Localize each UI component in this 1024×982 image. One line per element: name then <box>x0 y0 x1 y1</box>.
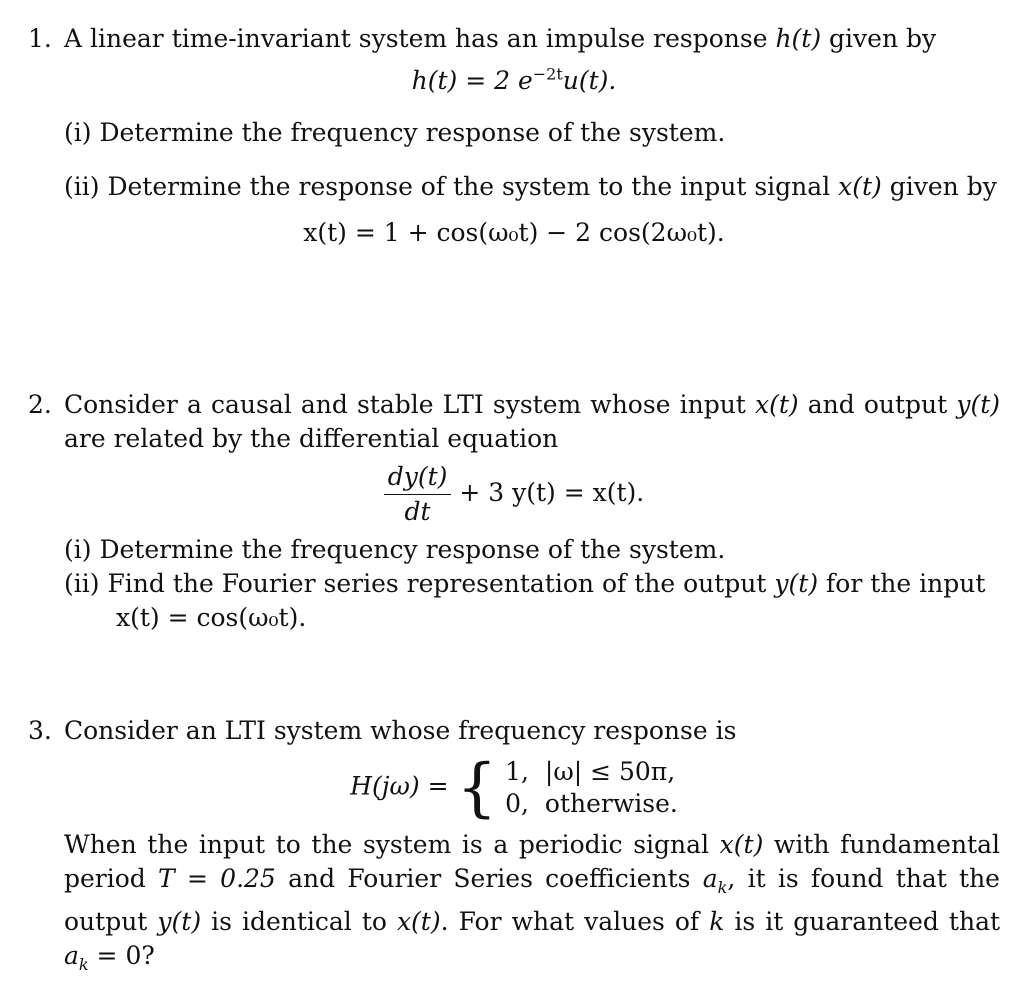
problem-2-number: 2. <box>28 390 52 419</box>
h-jw-lhs: H(jω) = <box>350 771 449 801</box>
problem-3 <box>28 714 1000 982</box>
problem-2 <box>28 388 1000 635</box>
left-brace: { <box>456 751 498 825</box>
equation-rest: + 3 y(t) = x(t). <box>459 478 645 507</box>
problem-1 <box>28 22 1000 250</box>
piecewise-cases <box>505 756 678 820</box>
problem-2-differential-equation <box>28 460 1000 529</box>
problem-1-input-equation: x(t) = 1 + cos(ω₀t) − 2 cos(2ω₀t). <box>303 218 725 247</box>
problem-3-intro: Consider an LTI system whose frequency response is <box>64 716 737 745</box>
problem-1-part-i: (i) Determine the frequency response of the system. <box>64 118 726 147</box>
problem-2-intro: Consider a causal and stable LTI system whose input x(t) and output y(t) are related by the differential equation <box>64 390 1001 453</box>
case-2: 0, otherwise. <box>505 789 678 818</box>
case-1: 1, |ω| ≤ 50π, <box>505 757 676 786</box>
problem-1-number: 1. <box>28 24 52 53</box>
fraction-numerator: dy(t) <box>384 460 452 495</box>
problem-3-frequency-response <box>28 751 1000 825</box>
derivative-fraction <box>384 460 452 529</box>
problem-1-part-ii: (ii) Determine the response of the system to the input signal x(t) given by <box>64 172 997 201</box>
problem-1-impulse-equation: h(t) = 2 $e^{-2t}u(t)$. <box>411 64 617 95</box>
fraction-denominator: dt <box>404 497 431 526</box>
problem-3-number: 3. <box>28 716 52 745</box>
problem-2-part-ii: (ii) Find the Fourier series representation of the output y(t) for the input x(t) = cos(ω₀t). <box>64 569 986 632</box>
problem-2-part-i: (i) Determine the frequency response of the system. <box>64 535 726 564</box>
problem-3-body: When the input to the system is a periodic signal x(t) with fundamental period T = 0.25 and Fourier Series coefficients $a_k$, it is found that the output y(t) is identical to x(t). For what values of k is it guaranteed that $a_k = 0$? <box>64 830 1001 974</box>
problem-1-intro: A linear time-invariant system has an impulse response h(t) given by <box>64 24 937 53</box>
